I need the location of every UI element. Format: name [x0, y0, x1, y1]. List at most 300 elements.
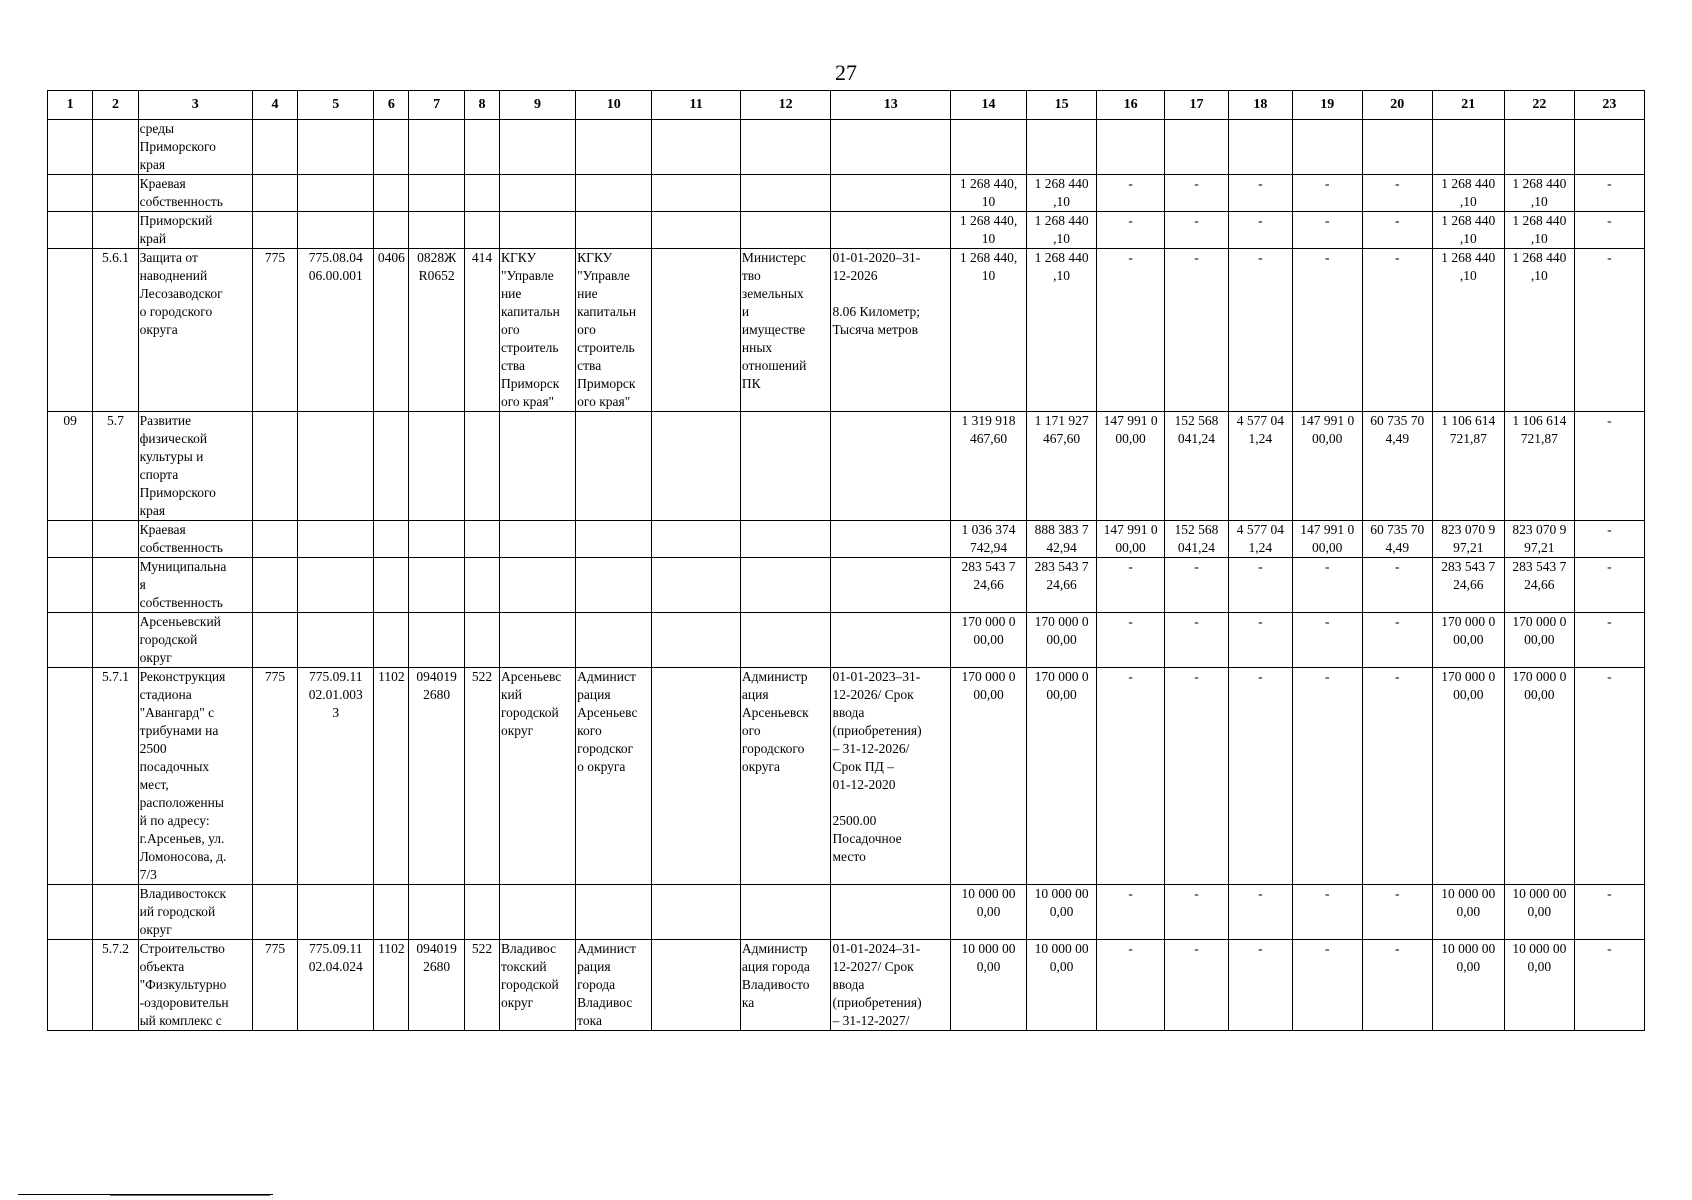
table-cell-col-8	[464, 521, 499, 558]
table-cell-col-19	[1292, 940, 1362, 1031]
table-cell-col-2	[93, 249, 138, 412]
table-cell-col-20	[1362, 940, 1432, 1031]
table-cell-col-6	[374, 412, 409, 521]
cell-text: 147 991 0 00,00	[1103, 522, 1158, 555]
cell-text: -	[1194, 669, 1199, 684]
table-cell-col-18	[1228, 613, 1292, 668]
table-cell-col-23	[1574, 940, 1644, 1031]
cell-text: -	[1607, 886, 1612, 901]
table-row	[48, 521, 1645, 558]
table-cell-col-16	[1097, 613, 1165, 668]
cell-text: -	[1607, 250, 1612, 265]
table-cell-col-15	[1027, 412, 1097, 521]
cell-text: 1 268 440, 10	[959, 250, 1018, 283]
table-cell-col-15	[1027, 940, 1097, 1031]
column-header-15: 15	[1027, 91, 1097, 120]
cell-text: -	[1128, 250, 1133, 265]
table-cell-col-2	[93, 120, 138, 175]
column-header-17: 17	[1165, 91, 1229, 120]
cell-text: -	[1324, 176, 1330, 191]
column-header-9: 9	[499, 91, 575, 120]
table-cell-col-8	[464, 175, 499, 212]
cell-text: -	[1607, 522, 1612, 537]
cell-text: -	[1258, 941, 1263, 956]
table-cell-col-2	[93, 212, 138, 249]
table-cell-col-17	[1165, 521, 1229, 558]
table-cell-col-3	[138, 249, 252, 412]
table-cell-col-21	[1432, 212, 1504, 249]
table-cell-col-22	[1504, 885, 1574, 940]
cell-text: 1 106 614 721,87	[1441, 413, 1496, 446]
table-cell-col-12	[740, 249, 831, 412]
table-cell-col-14	[950, 521, 1026, 558]
cell-text: -	[1258, 176, 1263, 191]
page-number: 27	[835, 60, 857, 85]
table-cell-col-5	[298, 668, 374, 885]
table-cell-col-15	[1027, 120, 1097, 175]
table-cell-col-5	[298, 175, 374, 212]
cell-text: -	[1395, 614, 1400, 629]
table-cell-col-3	[138, 175, 252, 212]
table-cell-col-12	[740, 668, 831, 885]
table-cell-col-15	[1027, 212, 1097, 249]
table-cell-col-21	[1432, 521, 1504, 558]
table-cell-col-8	[464, 885, 499, 940]
table-cell-col-3	[138, 412, 252, 521]
table-cell-col-15	[1027, 613, 1097, 668]
table-cell-col-20	[1362, 175, 1432, 212]
table-cell-col-6	[374, 885, 409, 940]
cell-text: Владивостокск ий городской округ	[139, 886, 227, 937]
table-cell-col-21	[1432, 558, 1504, 613]
cell-text: -	[1128, 614, 1133, 629]
table-cell-col-17	[1165, 212, 1229, 249]
table-cell-col-12	[740, 412, 831, 521]
cell-text: 0406	[377, 250, 405, 265]
table-cell-col-5	[298, 412, 374, 521]
cell-text: -	[1128, 886, 1133, 901]
table-cell-col-6	[374, 212, 409, 249]
table-cell-col-2	[93, 175, 138, 212]
table-cell-col-23	[1574, 668, 1644, 885]
cell-text: Министерс тво земельных и имуществе нных отношений ПК	[741, 250, 807, 391]
table-cell-col-20	[1362, 668, 1432, 885]
cell-text: 775.09.11 02.04.024	[308, 941, 363, 974]
cell-text: 1 268 440 ,10	[1441, 213, 1496, 246]
table-cell-col-21	[1432, 412, 1504, 521]
table-header-row	[48, 91, 1645, 120]
table-cell-col-1	[48, 521, 93, 558]
table-cell-col-16	[1097, 120, 1165, 175]
table-cell-col-11	[652, 558, 741, 613]
table-cell-col-10	[576, 613, 652, 668]
table-cell-col-7	[409, 212, 465, 249]
table-row	[48, 120, 1645, 175]
cell-text: 147 991 0 00,00	[1300, 522, 1355, 555]
column-header-10: 10	[576, 91, 652, 120]
cell-text: -	[1128, 213, 1133, 228]
cell-text: Муниципальна я собственность	[139, 559, 227, 610]
table-cell-col-6	[374, 558, 409, 613]
table-cell-col-4	[252, 613, 297, 668]
table-row	[48, 175, 1645, 212]
table-cell-col-11	[652, 613, 741, 668]
cell-text: среды Приморского края	[139, 121, 216, 172]
table-cell-col-20	[1362, 613, 1432, 668]
table-cell-col-13	[831, 558, 950, 613]
table-cell-col-10	[576, 885, 652, 940]
table-cell-col-2	[93, 668, 138, 885]
table-cell-col-18	[1228, 212, 1292, 249]
table-cell-col-3	[138, 521, 252, 558]
table-cell-col-23	[1574, 613, 1644, 668]
table-cell-col-17	[1165, 668, 1229, 885]
table-cell-col-8	[464, 558, 499, 613]
cell-text: 170 000 0 00,00	[961, 614, 1016, 647]
table-cell-col-2	[93, 940, 138, 1031]
table-cell-col-7	[409, 120, 465, 175]
table-cell-col-11	[652, 412, 741, 521]
table-cell-col-1	[48, 558, 93, 613]
table-row	[48, 613, 1645, 668]
table-cell-col-12	[740, 175, 831, 212]
table-cell-col-22	[1504, 521, 1574, 558]
cell-text: 10 000 00 0,00	[1441, 941, 1496, 974]
cell-text: -	[1395, 250, 1400, 265]
table-cell-col-17	[1165, 175, 1229, 212]
table-cell-col-5	[298, 885, 374, 940]
cell-text: 170 000 0 00,00	[1034, 614, 1089, 647]
table-cell-col-21	[1432, 249, 1504, 412]
table-cell-col-17	[1165, 885, 1229, 940]
cell-text: Краевая собственность	[139, 522, 223, 555]
table-cell-col-16	[1097, 412, 1165, 521]
cell-text: Арсеньевс кий городской округ	[500, 669, 562, 738]
table-cell-col-22	[1504, 558, 1574, 613]
table-cell-col-5	[298, 613, 374, 668]
cell-text: -	[1194, 250, 1199, 265]
table-cell-col-11	[652, 249, 741, 412]
table-cell-col-13	[831, 175, 950, 212]
column-header-1: 1	[48, 91, 93, 120]
cell-text: 888 383 7 42,94	[1034, 522, 1089, 555]
table-cell-col-10	[576, 412, 652, 521]
cell-text: 170 000 0 00,00	[1441, 614, 1496, 647]
table-cell-col-13	[831, 212, 950, 249]
table-cell-col-3	[138, 668, 252, 885]
cell-text: 775	[264, 941, 286, 956]
table-cell-col-10	[576, 212, 652, 249]
table-cell-col-7	[409, 249, 465, 412]
table-row	[48, 212, 1645, 249]
table-cell-col-4	[252, 558, 297, 613]
cell-text: -	[1258, 886, 1263, 901]
table-cell-col-19	[1292, 212, 1362, 249]
table-cell-col-13	[831, 249, 950, 412]
table-cell-col-4	[252, 940, 297, 1031]
table-row	[48, 558, 1645, 613]
cell-text: КГКУ "Управле ние капитальн ого строитель ства Приморск ого края"	[577, 250, 637, 409]
cell-text: -	[1324, 941, 1330, 956]
cell-text: -	[1194, 559, 1199, 574]
table-cell-col-14	[950, 120, 1026, 175]
table-cell-col-11	[652, 885, 741, 940]
table-cell-col-16	[1097, 249, 1165, 412]
cell-text: -	[1324, 614, 1330, 629]
table-row	[48, 249, 1645, 412]
cell-text: 09	[63, 413, 77, 428]
table-cell-col-10	[576, 120, 652, 175]
cell-text: 094019 2680	[416, 669, 457, 702]
table-cell-col-19	[1292, 521, 1362, 558]
table-cell-col-21	[1432, 885, 1504, 940]
cell-text: 4 577 04 1,24	[1236, 522, 1284, 555]
cell-text: 1 319 918 467,60	[961, 413, 1016, 446]
table-cell-col-13	[831, 885, 950, 940]
table-cell-col-8	[464, 412, 499, 521]
table-cell-col-20	[1362, 212, 1432, 249]
table-cell-col-12	[740, 940, 831, 1031]
table-cell-col-9	[499, 120, 575, 175]
table-cell-col-11	[652, 212, 741, 249]
cell-text: Развитие физической культуры и спорта Приморского края	[139, 413, 216, 518]
table-cell-col-7	[409, 613, 465, 668]
table-cell-col-18	[1228, 558, 1292, 613]
table-cell-col-16	[1097, 940, 1165, 1031]
table-cell-col-6	[374, 249, 409, 412]
cell-text: 5.7.2	[101, 941, 129, 956]
table-cell-col-14	[950, 212, 1026, 249]
table-cell-col-19	[1292, 412, 1362, 521]
table-cell-col-4	[252, 885, 297, 940]
cell-text: 170 000 0 00,00	[1512, 614, 1567, 647]
table-cell-col-6	[374, 120, 409, 175]
table-cell-col-13	[831, 120, 950, 175]
table-cell-col-23	[1574, 885, 1644, 940]
cell-text: -	[1607, 176, 1612, 191]
table-cell-col-14	[950, 940, 1026, 1031]
table-cell-col-22	[1504, 613, 1574, 668]
table-cell-col-3	[138, 613, 252, 668]
table-cell-col-15	[1027, 249, 1097, 412]
cell-text: 1 268 440 ,10	[1441, 250, 1496, 283]
cell-text: 10 000 00 0,00	[1441, 886, 1496, 919]
table-cell-col-22	[1504, 668, 1574, 885]
table-cell-col-4	[252, 120, 297, 175]
table-cell-col-12	[740, 885, 831, 940]
table-cell-col-4	[252, 175, 297, 212]
column-header-19: 19	[1292, 91, 1362, 120]
table-cell-col-9	[499, 521, 575, 558]
table-cell-col-22	[1504, 940, 1574, 1031]
cell-text: Реконструкция стадиона "Авангард" с трибунами на 2500 посадочных мест, расположенны й по адресу: г.Арсеньев, ул. Ломоносова, д. 7/3	[139, 669, 227, 882]
table-cell-col-10	[576, 521, 652, 558]
table-cell-col-6	[374, 940, 409, 1031]
cell-text: 1 268 440 ,10	[1034, 213, 1089, 246]
cell-text: 775.08.04 06.00.001	[308, 250, 363, 283]
table-cell-col-18	[1228, 668, 1292, 885]
cell-text: 1 268 440 ,10	[1512, 250, 1567, 283]
cell-text: 5.7.1	[101, 669, 129, 684]
table-cell-col-7	[409, 175, 465, 212]
table-cell-col-17	[1165, 558, 1229, 613]
table-cell-col-4	[252, 249, 297, 412]
table-cell-col-14	[950, 885, 1026, 940]
table-cell-col-5	[298, 249, 374, 412]
cell-text: 283 543 7 24,66	[1034, 559, 1089, 592]
table-cell-col-19	[1292, 668, 1362, 885]
table-cell-col-16	[1097, 668, 1165, 885]
cell-text: 170 000 0 00,00	[1441, 669, 1496, 702]
table-cell-col-21	[1432, 175, 1504, 212]
table-cell-col-20	[1362, 558, 1432, 613]
cell-text: 10 000 00 0,00	[1034, 886, 1089, 919]
cell-text: -	[1324, 250, 1330, 265]
table-cell-col-14	[950, 249, 1026, 412]
cell-text: 152 568 041,24	[1174, 522, 1219, 555]
cell-text: -	[1607, 941, 1612, 956]
table-cell-col-17	[1165, 120, 1229, 175]
cell-text: 1 268 440 ,10	[1512, 213, 1567, 246]
table-cell-col-7	[409, 558, 465, 613]
table-cell-col-9	[499, 249, 575, 412]
table-cell-col-1	[48, 885, 93, 940]
cell-text: Владивос токский городской округ	[500, 941, 559, 1010]
table-cell-col-6	[374, 613, 409, 668]
cell-text: 170 000 0 00,00	[1512, 669, 1567, 702]
column-header-18: 18	[1228, 91, 1292, 120]
cell-text: Админист рация Арсеньевс кого городског о округа	[577, 669, 638, 774]
table-cell-col-4	[252, 521, 297, 558]
table-cell-col-18	[1228, 940, 1292, 1031]
cell-text: 5.7	[107, 413, 124, 428]
column-header-16: 16	[1097, 91, 1165, 120]
cell-text: Арсеньевский городской округ	[139, 614, 221, 665]
cell-text: -	[1128, 559, 1133, 574]
cell-text: -	[1324, 213, 1330, 228]
table-cell-col-12	[740, 558, 831, 613]
table-cell-col-23	[1574, 249, 1644, 412]
table-cell-col-7	[409, 885, 465, 940]
table-cell-col-20	[1362, 412, 1432, 521]
column-header-8: 8	[464, 91, 499, 120]
column-header-2: 2	[93, 91, 138, 120]
cell-text: -	[1324, 886, 1330, 901]
cell-text: 094019 2680	[416, 941, 457, 974]
table-cell-col-16	[1097, 521, 1165, 558]
table-cell-col-5	[298, 558, 374, 613]
cell-text: 10 000 00 0,00	[1512, 886, 1567, 919]
cell-text: 1 036 374 742,94	[961, 522, 1016, 555]
table-cell-col-3	[138, 558, 252, 613]
cell-text: -	[1324, 669, 1330, 684]
table-cell-col-7	[409, 940, 465, 1031]
table-cell-col-3	[138, 120, 252, 175]
table-cell-col-17	[1165, 412, 1229, 521]
table-cell-col-11	[652, 120, 741, 175]
cell-text: -	[1128, 176, 1133, 191]
table-cell-col-20	[1362, 521, 1432, 558]
cell-text: -	[1258, 614, 1263, 629]
cell-text: -	[1258, 250, 1263, 265]
cell-text: -	[1194, 941, 1199, 956]
table-cell-col-1	[48, 175, 93, 212]
table-row	[48, 412, 1645, 521]
table-cell-col-4	[252, 412, 297, 521]
table-cell-col-13	[831, 521, 950, 558]
cell-text: 60 735 70 4,49	[1370, 522, 1425, 555]
table-cell-col-20	[1362, 120, 1432, 175]
table-cell-col-19	[1292, 885, 1362, 940]
cell-text: 775.09.11 02.01.003 3	[308, 669, 363, 720]
cell-text: 4 577 04 1,24	[1236, 413, 1284, 446]
table-cell-col-11	[652, 175, 741, 212]
table-cell-col-12	[740, 613, 831, 668]
cell-text: 10 000 00 0,00	[1034, 941, 1089, 974]
cell-text: 01-01-2024–31- 12-2027/ Срок ввода (приобретения) – 31-12-2027/	[832, 941, 922, 1028]
cell-text: Защита от наводнений Лесозаводског о городского округа	[139, 250, 223, 337]
table-cell-col-23	[1574, 558, 1644, 613]
column-header-6: 6	[374, 91, 409, 120]
table-cell-col-8	[464, 120, 499, 175]
table-cell-col-9	[499, 885, 575, 940]
table-row	[48, 940, 1645, 1031]
table-cell-col-15	[1027, 521, 1097, 558]
table-cell-col-9	[499, 613, 575, 668]
column-header-13: 13	[831, 91, 950, 120]
table-cell-col-18	[1228, 885, 1292, 940]
table-cell-col-14	[950, 412, 1026, 521]
column-header-23: 23	[1574, 91, 1644, 120]
table-cell-col-11	[652, 521, 741, 558]
table-cell-col-1	[48, 940, 93, 1031]
table-cell-col-14	[950, 613, 1026, 668]
table-row	[48, 885, 1645, 940]
cell-text: 10 000 00 0,00	[961, 941, 1016, 974]
cell-text: 147 991 0 00,00	[1103, 413, 1158, 446]
table-cell-col-9	[499, 175, 575, 212]
table-cell-col-10	[576, 175, 652, 212]
table-cell-col-5	[298, 212, 374, 249]
table-cell-col-4	[252, 668, 297, 885]
table-cell-col-15	[1027, 885, 1097, 940]
cell-text: 60 735 70 4,49	[1370, 413, 1425, 446]
table-cell-col-5	[298, 521, 374, 558]
table-cell-col-20	[1362, 885, 1432, 940]
cell-text: 823 070 9 97,21	[1441, 522, 1496, 555]
table-cell-col-1	[48, 412, 93, 521]
table-cell-col-10	[576, 249, 652, 412]
table-cell-col-13	[831, 613, 950, 668]
table-cell-col-18	[1228, 412, 1292, 521]
table-cell-col-1	[48, 120, 93, 175]
table-cell-col-2	[93, 885, 138, 940]
cell-text: -	[1607, 213, 1612, 228]
table-cell-col-19	[1292, 249, 1362, 412]
table-cell-col-3	[138, 212, 252, 249]
cell-text: 152 568 041,24	[1174, 413, 1219, 446]
cell-text: -	[1324, 559, 1330, 574]
table-cell-col-9	[499, 558, 575, 613]
cell-text: Краевая собственность	[139, 176, 223, 209]
cell-text: Администр ация города Владивосто ка	[741, 941, 810, 1010]
table-cell-col-18	[1228, 175, 1292, 212]
cell-text: 522	[471, 941, 493, 956]
table-cell-col-11	[652, 940, 741, 1031]
column-header-22: 22	[1504, 91, 1574, 120]
data-table	[47, 90, 1645, 1031]
cell-text: 1 268 440 ,10	[1034, 176, 1089, 209]
